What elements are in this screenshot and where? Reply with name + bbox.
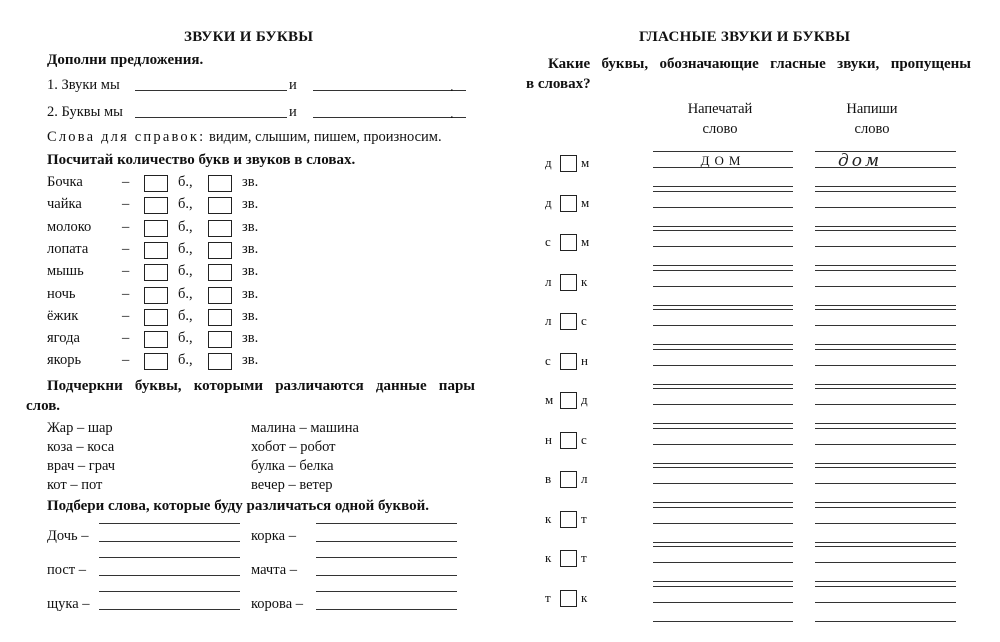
print-line[interactable] (653, 270, 793, 271)
write-line[interactable] (815, 586, 956, 587)
fill-word: щука – (47, 596, 90, 612)
task3-heading-line1: Подчеркни буквы, которыми различаются данные пары (47, 378, 475, 394)
consonant-right: л (581, 471, 588, 486)
count-word: ночь (47, 285, 76, 302)
consonant-right: д (581, 392, 588, 407)
count-dash: – (122, 240, 130, 257)
example-written-word: дом (837, 151, 883, 171)
count-word: Бочка (47, 174, 83, 190)
letters-abbr: б., (178, 352, 193, 369)
print-line[interactable] (653, 463, 793, 464)
task1-line1-blank1[interactable] (135, 90, 287, 91)
write-line[interactable] (815, 502, 956, 503)
word-pair: кот – пот (47, 477, 103, 493)
write-line[interactable] (815, 562, 956, 563)
word-pair: малина – машина (251, 420, 359, 436)
letters-abbr: б., (178, 196, 193, 213)
sounds-abbr: зв. (242, 307, 259, 324)
sounds-count-box[interactable] (208, 331, 232, 348)
fill-line[interactable] (316, 557, 457, 558)
col-print-header-line2: слово (702, 121, 738, 137)
write-line[interactable] (815, 270, 956, 271)
write-line[interactable] (815, 463, 956, 464)
word-pair: коза – коса (47, 439, 115, 455)
print-line[interactable] (653, 344, 793, 345)
print-line[interactable] (653, 265, 793, 266)
fill-line[interactable] (316, 541, 457, 542)
word-pair: вечер – ветер (251, 477, 333, 493)
print-line[interactable] (653, 483, 793, 484)
letters-abbr: б., (178, 174, 193, 190)
print-line[interactable] (653, 309, 793, 310)
write-line[interactable] (815, 246, 956, 247)
count-word: ягода (47, 330, 80, 347)
print-line[interactable] (653, 349, 793, 350)
print-line[interactable] (653, 581, 793, 582)
sounds-abbr: зв. (242, 263, 259, 280)
sounds-abbr: зв. (242, 352, 259, 369)
task1-line2-blank1[interactable] (135, 117, 287, 118)
fill-line[interactable] (99, 609, 240, 610)
right-question-line2: в словах? (526, 76, 591, 92)
letters-abbr: б., (178, 330, 193, 347)
print-line[interactable] (653, 586, 793, 587)
consonant-left: в (545, 471, 552, 486)
write-line[interactable] (815, 602, 956, 603)
write-line[interactable] (815, 325, 956, 326)
letters-count-box[interactable] (144, 353, 168, 370)
consonant-left: к (545, 550, 552, 565)
consonant-left: л (545, 273, 552, 289)
write-line[interactable] (815, 621, 956, 622)
count-word: якорь (47, 352, 82, 369)
consonant-right: м (581, 194, 590, 210)
col-write-header-line2: слово (854, 121, 890, 137)
right-question-line1: Какие буквы, обозначающие гласные звуки, пропущены (548, 56, 971, 72)
vowel-box[interactable] (560, 471, 577, 488)
task1-heading: Дополни предложения. (47, 52, 204, 68)
col-print-header-line1: Напечатай (687, 101, 753, 117)
task1-line2-conj: и (289, 104, 297, 120)
print-line[interactable] (653, 523, 793, 524)
print-line[interactable] (653, 230, 793, 231)
count-word: лопата (47, 240, 89, 257)
vowel-box[interactable] (560, 313, 577, 330)
sounds-count-box[interactable] (208, 242, 232, 259)
task1-line2-blank2[interactable] (313, 117, 466, 118)
write-line[interactable] (815, 542, 956, 543)
count-dash: – (122, 218, 130, 235)
write-line[interactable] (815, 428, 956, 429)
consonant-left: с (545, 234, 551, 249)
write-line[interactable] (815, 286, 956, 287)
word-pair: Жар – шар (47, 420, 113, 436)
letters-count-box[interactable] (144, 331, 168, 348)
print-line[interactable] (653, 186, 793, 187)
write-line[interactable] (815, 365, 956, 366)
fill-word: корка – (251, 528, 296, 544)
write-line[interactable] (815, 226, 956, 227)
fill-line[interactable] (99, 575, 240, 576)
print-line[interactable] (653, 207, 793, 208)
write-line[interactable] (815, 423, 956, 424)
count-dash: – (122, 307, 130, 324)
print-line[interactable] (653, 602, 793, 603)
left-page-title: ЗВУКИ И БУКВЫ (184, 29, 314, 45)
consonant-left: н (545, 431, 552, 447)
consonant-right: м (581, 234, 590, 249)
write-line[interactable] (815, 444, 956, 445)
sounds-count-box[interactable] (208, 175, 232, 192)
print-line[interactable] (653, 226, 793, 227)
print-line[interactable] (653, 388, 793, 389)
word-pair: булка – белка (251, 458, 334, 474)
fill-word: корова – (251, 596, 304, 612)
task1-line1-prefix: 1. Звуки мы (47, 77, 120, 93)
consonant-right: т (581, 510, 587, 526)
print-line[interactable] (653, 286, 793, 287)
fill-word: Дочь – (47, 528, 89, 544)
letters-abbr: б., (178, 240, 193, 257)
word-pair: хобот – робот (251, 439, 336, 455)
task1-reference-label: Слова для справок: (47, 129, 206, 145)
print-line[interactable] (653, 305, 793, 306)
consonant-right: с (581, 431, 587, 447)
example-printed-word: ДОМ (700, 153, 746, 168)
count-word: чайка (47, 196, 82, 213)
print-line[interactable] (653, 467, 793, 468)
consonant-left: м (545, 392, 554, 407)
count-word: ёжик (47, 307, 79, 324)
count-dash: – (122, 196, 130, 213)
fill-line[interactable] (316, 609, 457, 610)
write-line[interactable] (815, 265, 956, 266)
consonant-left: д (545, 155, 552, 170)
letters-count-box[interactable] (144, 242, 168, 259)
vowel-box[interactable] (560, 195, 577, 212)
letters-abbr: б., (178, 263, 193, 280)
sounds-abbr: зв. (242, 218, 259, 235)
vowel-box[interactable] (560, 432, 577, 449)
consonant-left: с (545, 352, 551, 368)
count-word: молоко (47, 218, 92, 235)
letters-count-box[interactable] (144, 220, 168, 237)
write-line[interactable] (815, 581, 956, 582)
sounds-abbr: зв. (242, 174, 259, 190)
consonant-left: л (545, 313, 552, 328)
letters-count-box[interactable] (144, 175, 168, 192)
letters-count-box[interactable] (144, 287, 168, 304)
write-line[interactable] (815, 546, 956, 547)
sounds-count-box[interactable] (208, 197, 232, 214)
write-line[interactable] (815, 309, 956, 310)
fill-line[interactable] (99, 591, 240, 592)
consonant-right: с (581, 313, 587, 328)
consonant-right: к (581, 273, 588, 289)
print-line[interactable] (653, 404, 793, 405)
write-line[interactable] (815, 507, 956, 508)
print-line[interactable] (653, 191, 793, 192)
task1-line2-period: . (450, 106, 454, 122)
vowel-box[interactable] (560, 511, 577, 528)
write-line[interactable] (815, 344, 956, 345)
task1-line2-prefix: 2. Буквы мы (47, 104, 123, 120)
vowel-box[interactable] (560, 274, 577, 291)
write-line[interactable] (815, 404, 956, 405)
consonant-left: т (545, 589, 551, 605)
col-write-header-line1: Напиши (846, 101, 898, 117)
sounds-abbr: зв. (242, 285, 259, 302)
print-line[interactable] (653, 507, 793, 508)
write-line[interactable] (815, 483, 956, 484)
print-line[interactable] (653, 246, 793, 247)
vowel-box[interactable] (560, 590, 577, 607)
vowel-box[interactable] (560, 550, 577, 567)
consonant-left: д (545, 194, 552, 210)
fill-line[interactable] (99, 541, 240, 542)
print-line[interactable] (653, 562, 793, 563)
write-line[interactable] (815, 467, 956, 468)
letters-count-box[interactable] (144, 264, 168, 281)
sounds-count-box[interactable] (208, 220, 232, 237)
write-line[interactable] (815, 349, 956, 350)
print-line[interactable] (653, 384, 793, 385)
consonant-left: к (545, 510, 552, 526)
vowel-box[interactable] (560, 234, 577, 251)
write-line[interactable] (815, 384, 956, 385)
count-dash: – (122, 352, 130, 369)
count-dash: – (122, 330, 130, 347)
write-line[interactable] (815, 191, 956, 192)
consonant-right: н (581, 352, 588, 368)
sounds-abbr: зв. (242, 240, 259, 257)
task1-line1-period: . (450, 79, 454, 95)
write-line[interactable] (815, 230, 956, 231)
task4-heading: Подбери слова, которые буду различаться одной буквой. (47, 498, 429, 514)
fill-word: пост – (47, 562, 87, 578)
count-word: мышь (47, 263, 84, 280)
task3-heading-line2: слов. (26, 398, 61, 414)
print-line[interactable] (653, 423, 793, 424)
write-line[interactable] (815, 186, 956, 187)
sounds-count-box[interactable] (208, 264, 232, 281)
sounds-count-box[interactable] (208, 309, 232, 326)
write-line[interactable] (815, 523, 956, 524)
task2-heading: Посчитай количество букв и звуков в словах. (47, 152, 356, 168)
print-line[interactable] (653, 546, 793, 547)
fill-word: мачта – (251, 562, 298, 578)
fill-line[interactable] (316, 591, 457, 592)
count-dash: – (122, 174, 130, 190)
vowel-box[interactable] (560, 155, 577, 172)
letters-abbr: б., (178, 307, 193, 324)
print-line[interactable] (653, 621, 793, 622)
letters-count-box[interactable] (144, 309, 168, 326)
print-line[interactable] (653, 325, 793, 326)
task1-reference-words: видим, слышим, пишем, произносим. (208, 129, 442, 145)
print-line[interactable] (653, 151, 793, 152)
sounds-abbr: зв. (242, 196, 259, 213)
write-line[interactable] (815, 388, 956, 389)
right-page-title: ГЛАСНЫЕ ЗВУКИ И БУКВЫ (639, 29, 851, 45)
fill-line[interactable] (99, 557, 240, 558)
fill-line[interactable] (316, 575, 457, 576)
write-line[interactable] (815, 207, 956, 208)
count-dash: – (122, 263, 130, 280)
print-line[interactable] (653, 542, 793, 543)
print-line[interactable] (653, 428, 793, 429)
letters-abbr: б., (178, 218, 193, 235)
fill-line[interactable] (316, 523, 457, 524)
count-dash: – (122, 285, 130, 302)
task1-line1-conj: и (289, 77, 297, 93)
vowel-box[interactable] (560, 353, 577, 370)
letters-count-box[interactable] (144, 197, 168, 214)
task1-line1-blank2[interactable] (313, 90, 466, 91)
write-line[interactable] (815, 305, 956, 306)
fill-line[interactable] (99, 523, 240, 524)
sounds-count-box[interactable] (208, 287, 232, 304)
letters-abbr: б., (178, 285, 193, 302)
sounds-abbr: зв. (242, 330, 259, 347)
consonant-right: м (581, 155, 590, 170)
print-line[interactable] (653, 365, 793, 366)
consonant-right: к (581, 589, 588, 605)
consonant-right: т (581, 550, 587, 565)
print-line[interactable] (653, 444, 793, 445)
sounds-count-box[interactable] (208, 353, 232, 370)
word-pair: врач – грач (47, 458, 116, 474)
vowel-box[interactable] (560, 392, 577, 409)
task1-reference (47, 129, 442, 146)
print-line[interactable] (653, 502, 793, 503)
